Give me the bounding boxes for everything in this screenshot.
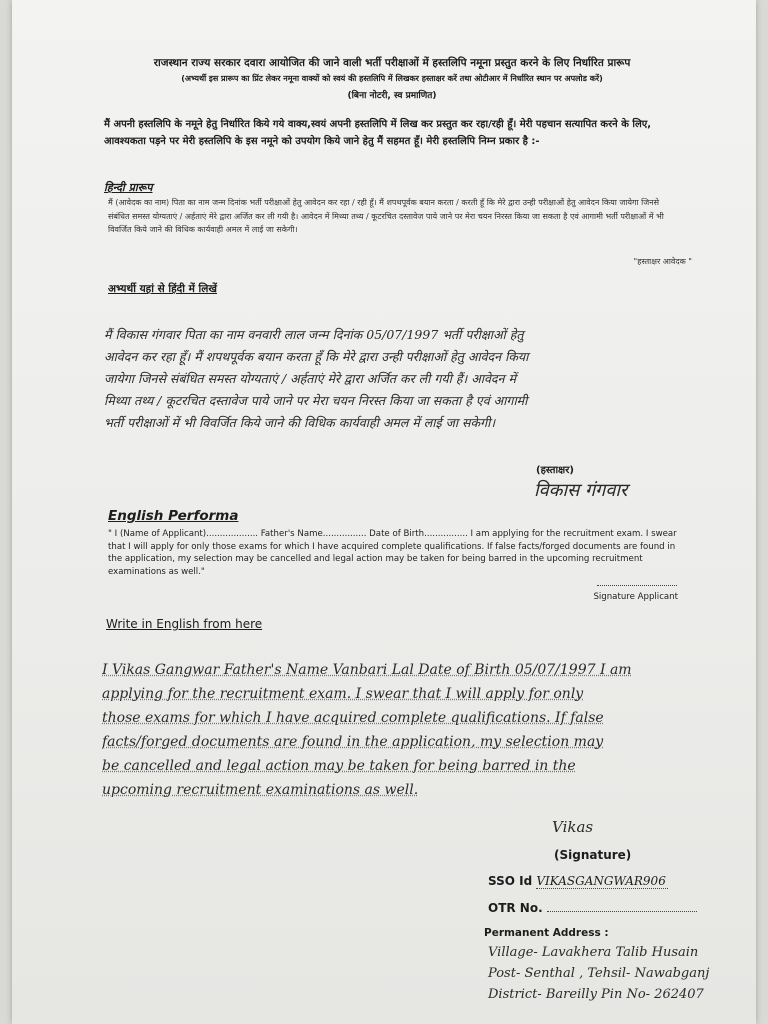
english-handwritten-line: applying for the recruitment exam. I swear that I will apply for only	[102, 686, 584, 702]
english-handwritten-line: upcoming recruitment examinations as well.	[102, 782, 419, 798]
otr-row	[488, 901, 697, 915]
address-line: Post- Senthal , Tehsil- Nawabganj	[488, 966, 710, 981]
hindi-handwritten-line: मिथ्या तथ्य / कूटरचित दस्तावेज पाये जाने पर मेरा चयन निरस्त किया जा सकता है एवं आगामी	[104, 393, 528, 408]
otr-label: OTR No.	[488, 901, 543, 915]
english-signature: Vikas	[552, 818, 594, 836]
signature-line	[597, 585, 677, 586]
english-handwritten-line: facts/forged documents are found in the application, my selection may	[102, 734, 604, 750]
sso-id-value: VIKASGANGWAR906	[536, 874, 666, 888]
otr-blank	[547, 902, 697, 912]
hindi-signature-label: (हस्ताक्षर)	[536, 465, 574, 476]
form-note: (बिना नोटरी, स्व प्रमाणित)	[347, 91, 437, 101]
hindi-handwritten-line: मैं विकास गंगवार पिता का नाम वनवारी लाल जन्म दिनांक 05/07/1997 भर्ती परीक्षाओं हेतु	[104, 327, 524, 342]
hindi-handwritten-line: जायेगा जिनसे संबंधित समस्त योग्यताएं / अर्हताएं मेरे द्वारा अर्जित कर ली गयी हैं। आवेदन में	[104, 371, 516, 386]
english-performa-text: " I (Name of Applicant)................... Father's Name................ Date of Birth................ I am applying for the recruitment exam. I swear that I will apply for only those exams for which I have acquired complete qualifications. If false facts/forged documents are found in the application, my selection may be cancelled and legal action may be taken for being barred in the upcoming recruitment examinations as well."	[108, 529, 677, 577]
hindi-performa-heading: हिन्दी प्रारूप	[104, 181, 153, 194]
english-performa-heading: English Performa	[108, 508, 239, 524]
english-write-heading: Write in English from here	[106, 617, 263, 631]
hindi-handwritten-text	[104, 324, 716, 434]
sso-id-row	[488, 874, 668, 888]
hindi-performa-text: मैं (आवेदक का नाम) पिता का नाम जन्म दिनांक भर्ती परीक्षाओं हेतु आवेदन कर रहा / रही हूँ। मैं शपथपूर्वक बयान करता / करती हूँ कि मेरे द्वारा उन्ही परीक्षाओं हेतु आवेदन किया जायेगा जिनसे संबंधित समस्त योग्यताएं / अर्हताएं मेरे द्वारा अर्जित कर ली गयी है। आवेदन में मिथ्या तथ्य / कूटरचित दस्तावेज पाये जाने पर मेरा चयन निरस्त किया जा सकता है एवं आगामी भर्ती परीक्षाओं में भी विवर्जित किये जाने की विधिक कार्यवाही अमल में लाई जा सकेगी।	[108, 198, 664, 234]
address-line: Village- Lavakhera Talib Husain	[488, 945, 699, 960]
address-label: Permanent Address :	[484, 927, 609, 939]
english-handwritten-line: be cancelled and legal action may be taken for being barred in the	[102, 758, 576, 774]
hindi-signature-hint: "हस्ताक्षर आवेदक "	[633, 257, 692, 266]
english-signature-hint: Signature Applicant	[593, 592, 678, 602]
sso-id-label: SSO Id	[488, 874, 533, 888]
address-line: District- Bareilly Pin No- 262407	[488, 987, 704, 1002]
hindi-signature: विकास गंगवार	[534, 480, 628, 501]
hindi-handwritten-line: भर्ती परीक्षाओं में भी विवर्जित किये जाने की विधिक कार्यवाही अमल में लाई जा सकेगी।	[104, 415, 496, 430]
hindi-write-heading: अभ्यर्थी यहां से हिंदी में लिखें	[108, 283, 217, 295]
form-instructions: (अभ्यर्थी इस प्रारूप का प्रिंट लेकर नमूना वाक्यों को स्वयं की हस्तलिपि में लिखकर हस्ताक्षर करें तथा ओटीआर में निर्धारित स्थान पर अपलोड करें)	[181, 74, 603, 83]
form-title: राजस्थान राज्य सरकार दवारा आयोजित की जाने वाली भर्ती परीक्षाओं में हस्तलिपि नमूना प्रस्तुत करने के लिए निर्धारित प्रारूप	[153, 57, 631, 69]
hindi-handwritten-line: आवेदन कर रहा हूँ। मैं शपथपूर्वक बयान करता हूँ कि मेरे द्वारा उन्ही परीक्षाओं हेतु आवेदन किया	[104, 349, 529, 364]
intro-paragraph: मैं अपनी हस्तलिपि के नमूने हेतु निर्धारित किये गये वाक्य,स्वयं अपनी हस्तलिपि में लिख कर प्रस्तुत कर रहा/रही हूँ। मेरी पहचान सत्यापित करने के लिए, आवश्यकता पड़ने पर मेरी हस्तलिपि के इस नमूने को उपयोग किये जाने हेतु मैं सहमत हूँ। मेरी हस्तलिपि निम्न प्रकार है :-	[104, 119, 652, 147]
document-page	[12, 0, 756, 1024]
english-handwritten-line: those exams for which I have acquired complete qualifications. If false	[102, 710, 604, 726]
english-handwritten-text	[102, 658, 730, 802]
english-handwritten-line: I Vikas Gangwar Father's Name Vanbari Lal Date of Birth 05/07/1997 I am	[102, 662, 632, 678]
signature-label: (Signature)	[554, 848, 632, 862]
address-block	[488, 942, 768, 1005]
